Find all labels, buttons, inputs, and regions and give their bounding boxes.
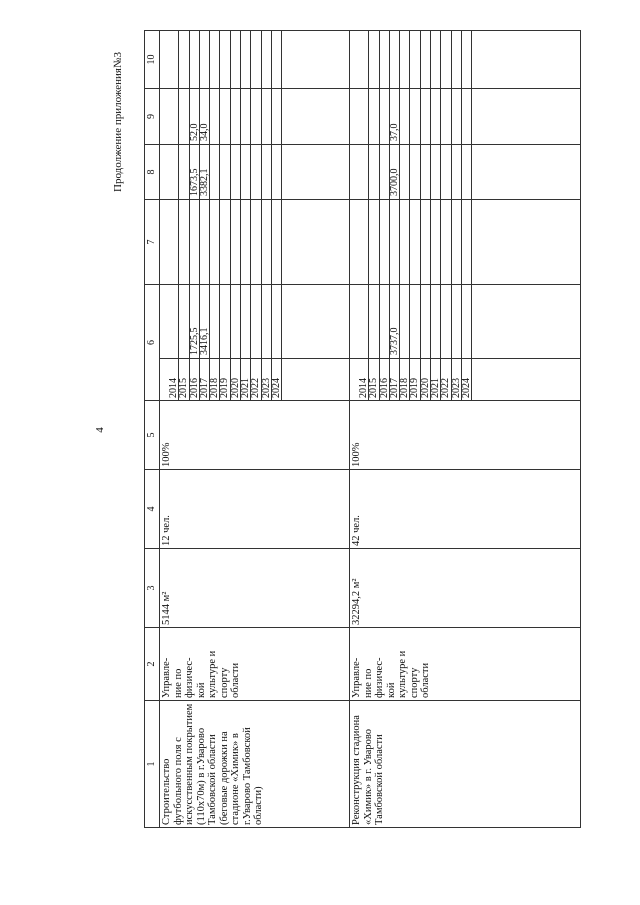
years-value: 2016	[380, 359, 390, 400]
col-header: 6	[145, 285, 160, 401]
col10-value	[421, 31, 431, 88]
years-value: 2015	[369, 359, 379, 400]
col7-value	[169, 200, 179, 284]
col7-value	[369, 200, 379, 284]
years-value: 2019	[410, 359, 420, 400]
years-value: 2017	[390, 359, 400, 400]
col-header: 7	[145, 200, 160, 285]
col6-value	[452, 285, 462, 358]
col8-value	[400, 145, 410, 199]
col10-value	[169, 31, 179, 88]
readiness-percent	[160, 401, 350, 470]
years-cell	[160, 359, 350, 401]
col6-value	[462, 285, 472, 358]
capacity	[160, 549, 350, 628]
col7-value	[441, 200, 451, 284]
col9-value	[262, 89, 272, 144]
col7-value	[452, 200, 462, 284]
col9-value	[452, 89, 462, 144]
col10-value	[251, 31, 261, 88]
col6-value: 3416,1	[200, 285, 210, 358]
col-header: 10	[145, 31, 160, 89]
col7-value	[190, 200, 200, 284]
rotated-table-area	[144, 31, 579, 828]
years-cell	[350, 359, 581, 401]
years-value: 2016	[190, 359, 200, 400]
col9-value	[220, 89, 230, 144]
col-header: 1	[145, 701, 160, 828]
years-value: 2020	[421, 359, 431, 400]
col10-cell	[350, 31, 581, 89]
years-value: 2018	[210, 359, 220, 400]
col8-value	[441, 145, 451, 199]
col9-value	[251, 89, 261, 144]
col9-value	[359, 89, 369, 144]
col-header: 3	[145, 549, 160, 628]
col8-value	[410, 145, 420, 199]
table-row	[350, 31, 581, 828]
col10-value	[380, 31, 390, 88]
years-value: 2018	[400, 359, 410, 400]
page-number: 4	[94, 427, 106, 433]
col8-value	[262, 145, 272, 199]
col7-value	[431, 200, 441, 284]
col8-value: 1673,5	[190, 145, 200, 199]
col7-value	[251, 200, 261, 284]
col6-value	[169, 285, 179, 358]
col8-cell	[160, 145, 350, 200]
col9-value	[421, 89, 431, 144]
col8-value	[169, 145, 179, 199]
people-count-text: 42 чел.	[351, 515, 362, 546]
col6-value	[369, 285, 379, 358]
col9-value: 34,0	[200, 89, 210, 144]
col7-value	[410, 200, 420, 284]
col-header: 9	[145, 89, 160, 145]
header-row	[145, 31, 160, 828]
col7-value	[359, 200, 369, 284]
col7-value	[421, 200, 431, 284]
col8-value	[231, 145, 241, 199]
col9-value	[231, 89, 241, 144]
years-value: 2024	[462, 359, 472, 400]
col10-value	[431, 31, 441, 88]
years-value: 2024	[272, 359, 282, 400]
col7-value	[272, 200, 282, 284]
col10-value	[190, 31, 200, 88]
col9-value	[210, 89, 220, 144]
col8-value	[241, 145, 251, 199]
col7-value	[220, 200, 230, 284]
years-value: 2022	[251, 359, 261, 400]
years-value: 2019	[220, 359, 230, 400]
col6-value	[262, 285, 272, 358]
col10-value	[241, 31, 251, 88]
col10-value	[262, 31, 272, 88]
col6-value	[359, 285, 369, 358]
col9-cell	[160, 89, 350, 145]
col10-value	[410, 31, 420, 88]
object-name	[350, 701, 581, 828]
col7-value	[200, 200, 210, 284]
col8-value	[251, 145, 261, 199]
people-count	[350, 470, 581, 549]
col9-value	[431, 89, 441, 144]
executor-text: Управле- ние по физичес- кой культуре и спорту области	[161, 650, 241, 698]
col10-value	[390, 31, 400, 88]
col7-value	[241, 200, 251, 284]
executor	[160, 628, 350, 701]
col9-value	[462, 89, 472, 144]
readiness-percent-text: 100%	[161, 442, 172, 467]
col7-value	[179, 200, 189, 284]
col-header: 5	[145, 401, 160, 470]
col8-value	[210, 145, 220, 199]
people-count	[160, 470, 350, 549]
col9-cell	[350, 89, 581, 145]
col7-cell	[160, 200, 350, 285]
col9-value	[441, 89, 451, 144]
program-table	[144, 30, 581, 828]
col6-value	[210, 285, 220, 358]
years-value: 2014	[169, 359, 179, 400]
col6-value: 1725,5	[190, 285, 200, 358]
col8-value	[431, 145, 441, 199]
col7-value	[390, 200, 400, 284]
col9-value	[369, 89, 379, 144]
col-header: 4	[145, 470, 160, 549]
col8-value	[421, 145, 431, 199]
object-name	[160, 701, 350, 828]
col7-value	[210, 200, 220, 284]
col9-value	[272, 89, 282, 144]
col10-value	[441, 31, 451, 88]
col7-value	[262, 200, 272, 284]
col10-value	[200, 31, 210, 88]
years-value: 2020	[231, 359, 241, 400]
col7-cell	[350, 200, 581, 285]
col6-value	[431, 285, 441, 358]
capacity-text: 32294,2 м²	[351, 578, 362, 625]
years-value: 2021	[241, 359, 251, 400]
col10-value	[231, 31, 241, 88]
col8-value	[220, 145, 230, 199]
col6-value	[220, 285, 230, 358]
col9-value	[169, 89, 179, 144]
readiness-percent-text: 100%	[351, 442, 362, 467]
col6-value	[410, 285, 420, 358]
col8-value	[359, 145, 369, 199]
years-value: 2015	[179, 359, 189, 400]
col10-value	[369, 31, 379, 88]
col-header: 2	[145, 628, 160, 701]
col9-value: 37,0	[390, 89, 400, 144]
col7-value	[231, 200, 241, 284]
capacity	[350, 549, 581, 628]
years-value: 2023	[262, 359, 272, 400]
years-value: 2017	[200, 359, 210, 400]
table-row	[160, 31, 350, 828]
col6-cell	[350, 285, 581, 359]
col6-value: 3737,0	[390, 285, 400, 358]
col6-value	[251, 285, 261, 358]
col10-value	[210, 31, 220, 88]
col9-value	[410, 89, 420, 144]
col6-value	[241, 285, 251, 358]
col10-value	[452, 31, 462, 88]
col10-value	[400, 31, 410, 88]
col7-value	[380, 200, 390, 284]
col10-value	[220, 31, 230, 88]
years-value: 2021	[431, 359, 441, 400]
years-value: 2022	[441, 359, 451, 400]
col9-value: 52,0	[190, 89, 200, 144]
executor-text: Управле- ние по физичес- кой культуре и спорту области	[351, 650, 431, 698]
col10-value	[272, 31, 282, 88]
col8-value: 3382,1	[200, 145, 210, 199]
object-name-text: Реконструкция стадиона «Химик» в г. Уварово Тамбовской области	[351, 715, 385, 825]
col7-value	[400, 200, 410, 284]
people-count-text: 12 чел.	[161, 515, 172, 546]
col10-value	[462, 31, 472, 88]
executor	[350, 628, 581, 701]
col8-value: 3700,0	[390, 145, 400, 199]
col6-value	[231, 285, 241, 358]
col6-value	[272, 285, 282, 358]
col10-cell	[160, 31, 350, 89]
col7-value	[462, 200, 472, 284]
col6-cell	[160, 285, 350, 359]
continuation-caption: Продолжение приложения№3	[112, 52, 124, 192]
col8-value	[369, 145, 379, 199]
capacity-text: 5144 м²	[161, 591, 172, 625]
readiness-percent	[350, 401, 581, 470]
col10-value	[359, 31, 369, 88]
col9-value	[400, 89, 410, 144]
col10-value	[179, 31, 189, 88]
col6-value	[441, 285, 451, 358]
col6-value	[421, 285, 431, 358]
col8-value	[462, 145, 472, 199]
col9-value	[241, 89, 251, 144]
years-value: 2023	[452, 359, 462, 400]
col8-cell	[350, 145, 581, 200]
object-name-text: Строительство футбольного поля с искусственным покрытием (110х70м) в г.Уварово Тамбовской области (беговые дорожки на стадионе «Химик» в г.Уварово Тамбовской области)	[161, 703, 264, 825]
years-value: 2014	[359, 359, 369, 400]
col-header: 8	[145, 145, 160, 200]
col8-value	[452, 145, 462, 199]
col6-value	[400, 285, 410, 358]
col8-value	[272, 145, 282, 199]
